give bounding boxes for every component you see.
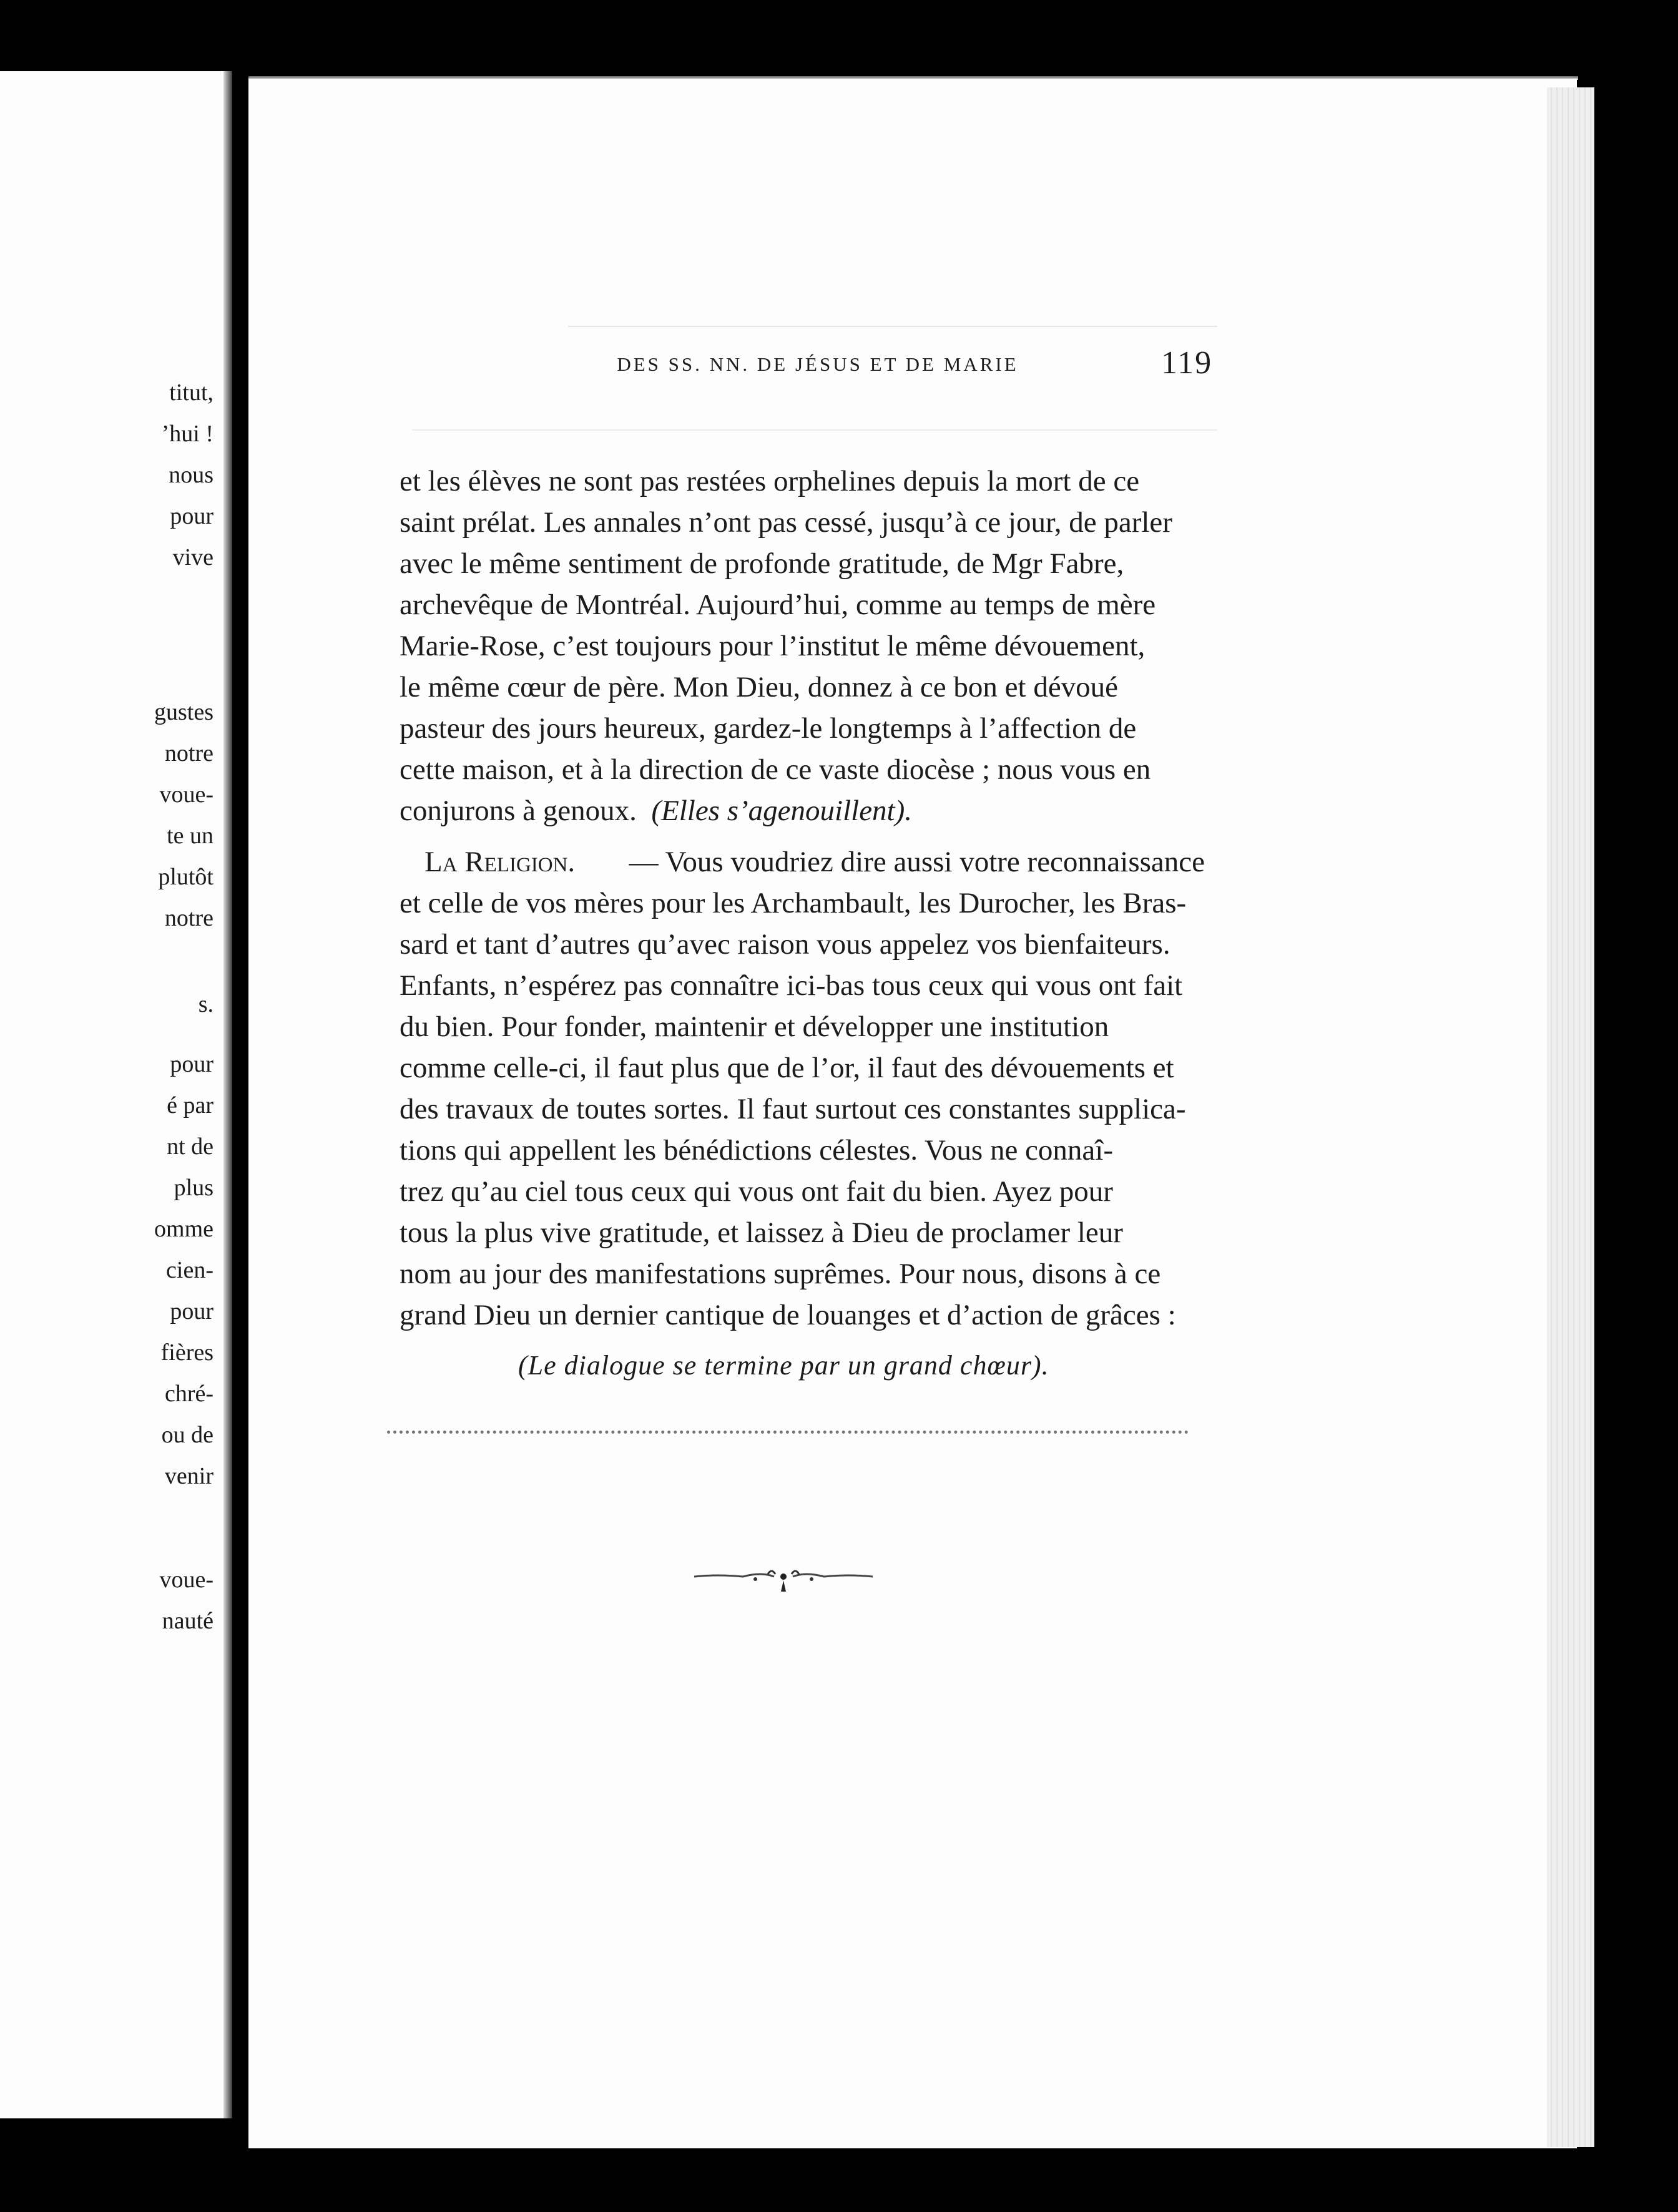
left-page-text-fragment: fières (160, 1339, 213, 1366)
text-line: le même cœur de père. Mon Dieu, donnez à ce bon et dévoué (400, 671, 1119, 703)
left-page-text-fragment: pour (170, 503, 213, 529)
text-line: des travaux de toutes sortes. Il faut surtout ces constantes supplica- (400, 1093, 1186, 1125)
left-page-text-fragment: cien- (166, 1257, 213, 1283)
text-line: comme celle-ci, il faut plus que de l’or, il faut des dévouements et (400, 1052, 1174, 1084)
left-page-text-fragment: notre (164, 905, 213, 931)
left-page-text-fragment: ’hui ! (161, 421, 213, 447)
text-line: nom au jour des manifestations suprêmes. Pour nous, disons à ce (400, 1258, 1161, 1290)
text-line: du bien. Pour fonder, maintenir et développer une institution (400, 1011, 1109, 1043)
text-line: grand Dieu un dernier cantique de louanges et d’action de grâces : (400, 1299, 1176, 1331)
text-line: archevêque de Montréal. Aujourd’hui, comme au temps de mère (400, 589, 1156, 621)
text-line: et celle de vos mères pour les Archambault, les Durocher, les Bras- (400, 887, 1187, 919)
running-head: DES SS. NN. DE JÉSUS ET DE MARIE (617, 353, 1019, 375)
left-page-text-fragment: pour (170, 1051, 213, 1077)
left-page-text-fragment: s. (198, 991, 213, 1017)
header-rule (412, 429, 1217, 431)
stage-direction: (Le dialogue se termine par un grand chœur). (518, 1350, 1049, 1381)
left-page-text-fragment: plus (174, 1175, 213, 1201)
text-line: cette maison, et à la direction de ce vaste diocèse ; nous vous en (400, 753, 1151, 786)
left-page-text-fragment: plutôt (158, 864, 213, 890)
left-page-text-fragment: nous (169, 462, 213, 488)
book-gutter (223, 71, 232, 2118)
page-block-edges (1547, 87, 1594, 2147)
dotted-rule (387, 1431, 1189, 1434)
text-line: pasteur des jours heureux, gardez-le longtemps à l’affection de (400, 712, 1137, 745)
left-page-text-fragment: voue- (159, 1567, 213, 1593)
left-page-text-fragment: gustes (154, 699, 213, 725)
left-page-text-fragment: te un (167, 823, 213, 849)
text-line: La Religion. — Vous voudriez dire aussi votre reconnaissance (424, 846, 1205, 878)
text-line: avec le même sentiment de profonde gratitude, de Mgr Fabre, (400, 547, 1124, 580)
text-line: saint prélat. Les annales n’ont pas cessé, jusqu’à ce jour, de parler (400, 506, 1172, 539)
stage-note: (Elles s’agenouillent). (651, 795, 913, 827)
left-page-text-fragment: nauté (162, 1608, 213, 1634)
left-page-text-fragment: vive (172, 544, 213, 570)
ornament-flourish-icon (693, 1558, 874, 1595)
left-page-text-fragment: ou de (161, 1422, 213, 1448)
left-page-text-fragment: venir (164, 1463, 213, 1489)
header-rule (568, 326, 1217, 327)
left-page-text-fragment: notre (164, 740, 213, 766)
left-page-text-fragment: é par (167, 1092, 213, 1118)
page-number: 119 (1161, 345, 1213, 381)
text-line: trez qu’au ciel tous ceux qui vous ont fait du bien. Ayez pour (400, 1175, 1113, 1208)
left-page-text-fragment: chré- (164, 1381, 213, 1407)
left-page-text-fragment: omme (154, 1216, 213, 1242)
left-page-text-fragment: titut, (169, 379, 213, 406)
left-page (0, 71, 232, 2118)
text-line: Enfants, n’espérez pas connaître ici-bas tous ceux qui vous ont fait (400, 969, 1183, 1002)
text-line: Marie-Rose, c’est toujours pour l’institut le même dévouement, (400, 630, 1146, 662)
left-page-text-fragment: voue- (159, 781, 213, 808)
left-page-text-fragment: pour (170, 1298, 213, 1324)
text-line: et les élèves ne sont pas restées orphelines depuis la mort de ce (400, 465, 1140, 497)
speaker-name: La Religion. (424, 846, 576, 878)
left-page-text-fragment: nt de (167, 1133, 213, 1160)
text-line: sard et tant d’autres qu’avec raison vous appelez vos bienfaiteurs. (400, 928, 1170, 961)
text-line: conjurons à genoux. (Elles s’agenouillent). (400, 795, 913, 827)
text-line: tions qui appellent les bénédictions célestes. Vous ne connaî- (400, 1134, 1113, 1167)
text-line: tous la plus vive gratitude, et laissez à Dieu de proclamer leur (400, 1216, 1123, 1249)
